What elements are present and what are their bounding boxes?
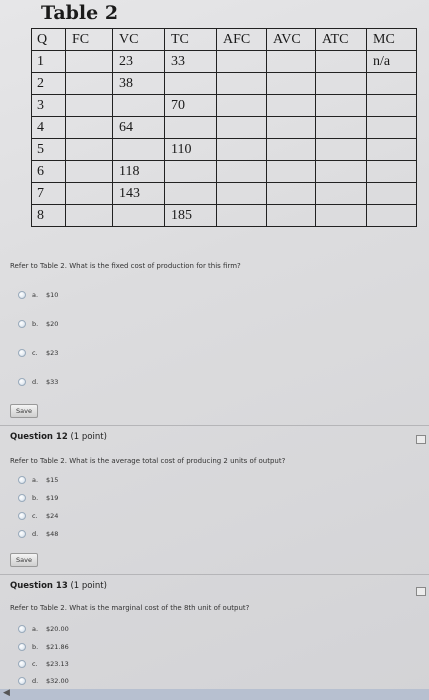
question-number: Question 12 <box>10 432 68 442</box>
radio-button[interactable] <box>18 643 26 651</box>
radio-button[interactable] <box>18 320 26 328</box>
table-cell: 70 <box>165 95 217 117</box>
table-cell <box>367 183 417 205</box>
table-cell <box>113 139 165 161</box>
radio-button[interactable] <box>18 530 26 538</box>
header-mc: MC <box>367 29 417 51</box>
table-cell <box>217 95 267 117</box>
q11-save-button[interactable]: Save <box>10 404 38 418</box>
radio-button[interactable] <box>18 677 26 685</box>
option-letter: b. <box>32 494 39 502</box>
table-cell <box>316 95 367 117</box>
table-header-row <box>32 29 417 51</box>
option-letter: d. <box>32 677 39 685</box>
option-amount: $33 <box>46 378 59 386</box>
q12-heading <box>10 432 107 442</box>
table-row <box>32 161 417 183</box>
table-cell: 3 <box>32 95 66 117</box>
q13-option-a[interactable] <box>18 625 69 633</box>
option-letter: d. <box>32 378 39 386</box>
table-cell <box>66 73 113 95</box>
q12-prompt: Refer to Table 2. What is the average total cost of producing 2 units of output? <box>10 457 286 465</box>
table-cell <box>267 139 316 161</box>
radio-button[interactable] <box>18 512 26 520</box>
q11-option-c[interactable] <box>18 349 58 357</box>
table-cell <box>367 117 417 139</box>
option-letter: a. <box>32 291 39 299</box>
table-cell <box>367 161 417 183</box>
radio-button[interactable] <box>18 476 26 484</box>
q13-option-b[interactable] <box>18 643 69 651</box>
option-letter: a. <box>32 625 39 633</box>
q12-option-d[interactable] <box>18 530 58 538</box>
header-vc: VC <box>113 29 165 51</box>
option-amount: $23 <box>46 349 59 357</box>
table-cell <box>165 161 217 183</box>
header-q: Q <box>32 29 66 51</box>
radio-button[interactable] <box>18 494 26 502</box>
option-letter: c. <box>32 660 38 668</box>
table-cell <box>217 51 267 73</box>
table-cell <box>66 95 113 117</box>
q12-option-b[interactable] <box>18 494 58 502</box>
scroll-left-icon[interactable]: ◀ <box>3 688 10 698</box>
table-cell <box>267 51 316 73</box>
divider <box>0 574 429 575</box>
table-cell <box>267 95 316 117</box>
question-number: Question 13 <box>10 581 68 591</box>
table-cell <box>113 95 165 117</box>
table-cell <box>217 73 267 95</box>
option-letter: a. <box>32 476 39 484</box>
q11-prompt: Refer to Table 2. What is the fixed cost of production for this firm? <box>10 262 241 270</box>
q11-option-a[interactable] <box>18 291 58 299</box>
table-cell <box>165 117 217 139</box>
table-cell <box>316 117 367 139</box>
option-amount: $23.13 <box>46 660 69 668</box>
table-cell: 118 <box>113 161 165 183</box>
table-cell <box>165 73 217 95</box>
table-cell: 64 <box>113 117 165 139</box>
table-cell <box>217 183 267 205</box>
table-cell <box>316 205 367 227</box>
table-row <box>32 139 417 161</box>
header-afc: AFC <box>217 29 267 51</box>
option-amount: $20 <box>46 320 59 328</box>
table-cell <box>316 183 367 205</box>
table-cell: 110 <box>165 139 217 161</box>
table-cell <box>217 139 267 161</box>
table-cell <box>267 205 316 227</box>
table-cell <box>217 205 267 227</box>
flag-icon[interactable] <box>416 587 426 596</box>
q13-option-d[interactable] <box>18 677 69 685</box>
table-cell <box>316 139 367 161</box>
table-cell: 38 <box>113 73 165 95</box>
table-cell <box>66 139 113 161</box>
option-amount: $32.00 <box>46 677 69 685</box>
q12-save-button[interactable]: Save <box>10 553 38 567</box>
table-row <box>32 73 417 95</box>
question-points: (1 point) <box>70 581 107 591</box>
option-amount: $19 <box>46 494 59 502</box>
header-avc: AVC <box>267 29 316 51</box>
table-cell <box>267 183 316 205</box>
q12-option-c[interactable] <box>18 512 58 520</box>
table-cell: 4 <box>32 117 66 139</box>
table-cell: 1 <box>32 51 66 73</box>
q13-heading <box>10 581 107 591</box>
table-cell <box>367 95 417 117</box>
table-cell: 8 <box>32 205 66 227</box>
table-cell: 185 <box>165 205 217 227</box>
table-cell: 5 <box>32 139 66 161</box>
table-cell: n/a <box>367 51 417 73</box>
q13-option-c[interactable] <box>18 660 69 668</box>
table-cell <box>267 73 316 95</box>
option-letter: c. <box>32 349 38 357</box>
table-row <box>32 95 417 117</box>
table-cell: 23 <box>113 51 165 73</box>
table-cell <box>367 139 417 161</box>
table-row <box>32 51 417 73</box>
table-cell <box>66 205 113 227</box>
option-amount: $24 <box>46 512 59 520</box>
option-letter: d. <box>32 530 39 538</box>
table-cell <box>267 117 316 139</box>
table-cell: 6 <box>32 161 66 183</box>
option-amount: $21.86 <box>46 643 69 651</box>
table-cell <box>113 205 165 227</box>
table-cell <box>66 51 113 73</box>
table-cell <box>66 161 113 183</box>
table-row <box>32 205 417 227</box>
q13-prompt: Refer to Table 2. What is the marginal cost of the 8th unit of output? <box>10 604 250 612</box>
header-tc: TC <box>165 29 217 51</box>
table-cell: 7 <box>32 183 66 205</box>
radio-button[interactable] <box>18 291 26 299</box>
table-cell <box>316 51 367 73</box>
cost-table <box>31 28 417 227</box>
q11-option-d[interactable] <box>18 378 58 386</box>
header-atc: ATC <box>316 29 367 51</box>
table-cell <box>217 117 267 139</box>
radio-button[interactable] <box>18 660 26 668</box>
divider <box>0 425 429 426</box>
table-cell <box>66 183 113 205</box>
option-letter: b. <box>32 320 39 328</box>
table-cell <box>66 117 113 139</box>
table-cell: 143 <box>113 183 165 205</box>
table-cell <box>316 161 367 183</box>
table-cell <box>316 73 367 95</box>
header-fc: FC <box>66 29 113 51</box>
table-cell <box>267 161 316 183</box>
option-letter: c. <box>32 512 38 520</box>
radio-button[interactable] <box>18 625 26 633</box>
option-amount: $15 <box>46 476 59 484</box>
option-amount: $20.00 <box>46 625 69 633</box>
table-row <box>32 117 417 139</box>
table-row <box>32 183 417 205</box>
table-cell <box>367 73 417 95</box>
q11-option-b[interactable] <box>18 320 58 328</box>
option-amount: $10 <box>46 291 59 299</box>
table-cell <box>217 161 267 183</box>
table-title: Table 2 <box>41 2 119 24</box>
radio-button[interactable] <box>18 378 26 386</box>
table-cell: 33 <box>165 51 217 73</box>
table-cell: 2 <box>32 73 66 95</box>
table-cell <box>367 205 417 227</box>
bottom-scrollbar[interactable] <box>0 689 429 700</box>
flag-icon[interactable] <box>416 435 426 444</box>
radio-button[interactable] <box>18 349 26 357</box>
question-points: (1 point) <box>70 432 107 442</box>
option-letter: b. <box>32 643 39 651</box>
table-cell <box>165 183 217 205</box>
q12-option-a[interactable] <box>18 476 58 484</box>
option-amount: $48 <box>46 530 59 538</box>
